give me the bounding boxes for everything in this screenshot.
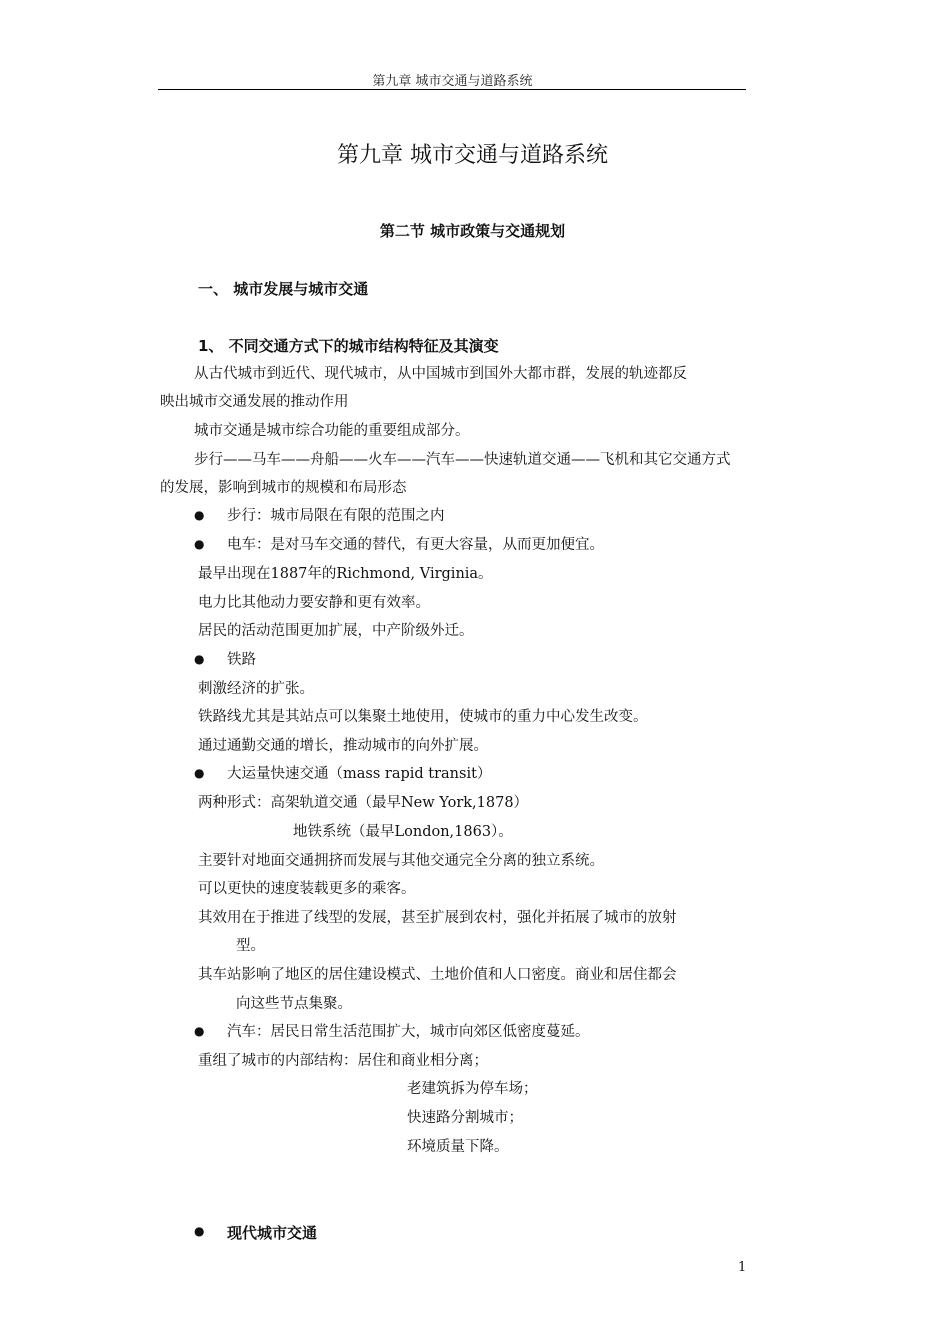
paragraph-2: 城市交通是城市综合功能的重要组成部分。	[194, 423, 470, 439]
mrt-line-4: 可以更快的速度装载更多的乘客。	[198, 881, 416, 897]
bullet-tram: 电车：是对马车交通的替代，有更大容量，从而更加便宜。	[227, 537, 604, 553]
paragraph-1-line-2: 映出城市交通发展的推动作用	[160, 394, 349, 410]
page-number: 1	[738, 1260, 747, 1275]
bullet-icon: ●	[194, 1024, 205, 1038]
car-line-2: 老建筑拆为停车场；	[407, 1081, 538, 1097]
car-line-1: 重组了城市的内部结构：居住和商业相分离；	[198, 1053, 488, 1069]
mrt-line-6b: 向这些节点集聚。	[236, 996, 352, 1012]
paragraph-3-line-2: 的发展，影响到城市的规模和布局形态	[160, 480, 407, 496]
heading-level1: 一、 城市发展与城市交通	[198, 280, 369, 298]
tram-line-3: 居民的活动范围更加扩展，中产阶级外迁。	[198, 623, 474, 639]
mrt-line-3: 主要针对地面交通拥挤而发展与其他交通完全分离的独立系统。	[198, 853, 604, 869]
bullet-walk: 步行：城市局限在有限的范围之内	[227, 508, 445, 524]
mrt-line-5a: 其效用在于推进了线型的发展，甚至扩展到农村，强化并拓展了城市的放射	[198, 910, 677, 926]
bullet-rail: 铁路	[227, 652, 256, 668]
mrt-line-2: 地铁系统（最早London,1863）。	[293, 824, 513, 840]
mrt-line-5b: 型。	[236, 938, 265, 954]
rail-line-1: 刺激经济的扩张。	[198, 681, 314, 697]
section-title: 第二节 城市政策与交通规划	[379, 222, 566, 240]
header-rule	[158, 89, 746, 90]
mrt-line-1: 两种形式：高架轨道交通（最早New York,1878）	[198, 795, 529, 811]
tram-line-2: 电力比其他动力要安静和更有效率。	[198, 595, 430, 611]
rail-line-2: 铁路线尤其是其站点可以集聚土地使用，使城市的重力中心发生改变。	[198, 709, 648, 725]
car-line-4: 环境质量下降。	[407, 1139, 509, 1155]
bullet-icon: ●	[194, 537, 205, 551]
tram-line-1: 最早出现在1887年的Richmond, Virginia。	[198, 566, 493, 582]
chapter-title: 第九章 城市交通与道路系统	[337, 143, 608, 168]
bullet-icon: ●	[194, 508, 205, 522]
paragraph-1-line-1: 从古代城市到近代、现代城市，从中国城市到国外大都市群，发展的轨迹都反	[194, 366, 687, 382]
bullet-icon: ●	[194, 652, 205, 666]
bullet-mrt: 大运量快速交通（mass rapid transit）	[227, 766, 492, 782]
paragraph-3-line-1: 步行——马车——舟船——火车——汽车——快速轨道交通——飞机和其它交通方式	[194, 452, 731, 468]
mrt-line-6a: 其车站影响了地区的居住建设模式、土地价值和人口密度。商业和居住都会	[198, 967, 677, 983]
bullet-icon: ●	[194, 1224, 205, 1238]
bullet-modern: 现代城市交通	[227, 1224, 318, 1242]
car-line-3: 快速路分割城市；	[407, 1110, 523, 1126]
bullet-icon: ●	[194, 766, 205, 780]
heading-level2: 1、 不同交通方式下的城市结构特征及其演变	[198, 337, 499, 355]
running-header: 第九章 城市交通与道路系统	[372, 74, 533, 89]
bullet-car: 汽车：居民日常生活范围扩大，城市向郊区低密度蔓延。	[227, 1024, 590, 1040]
rail-line-3: 通过通勤交通的增长，推动城市的向外扩展。	[198, 738, 488, 754]
